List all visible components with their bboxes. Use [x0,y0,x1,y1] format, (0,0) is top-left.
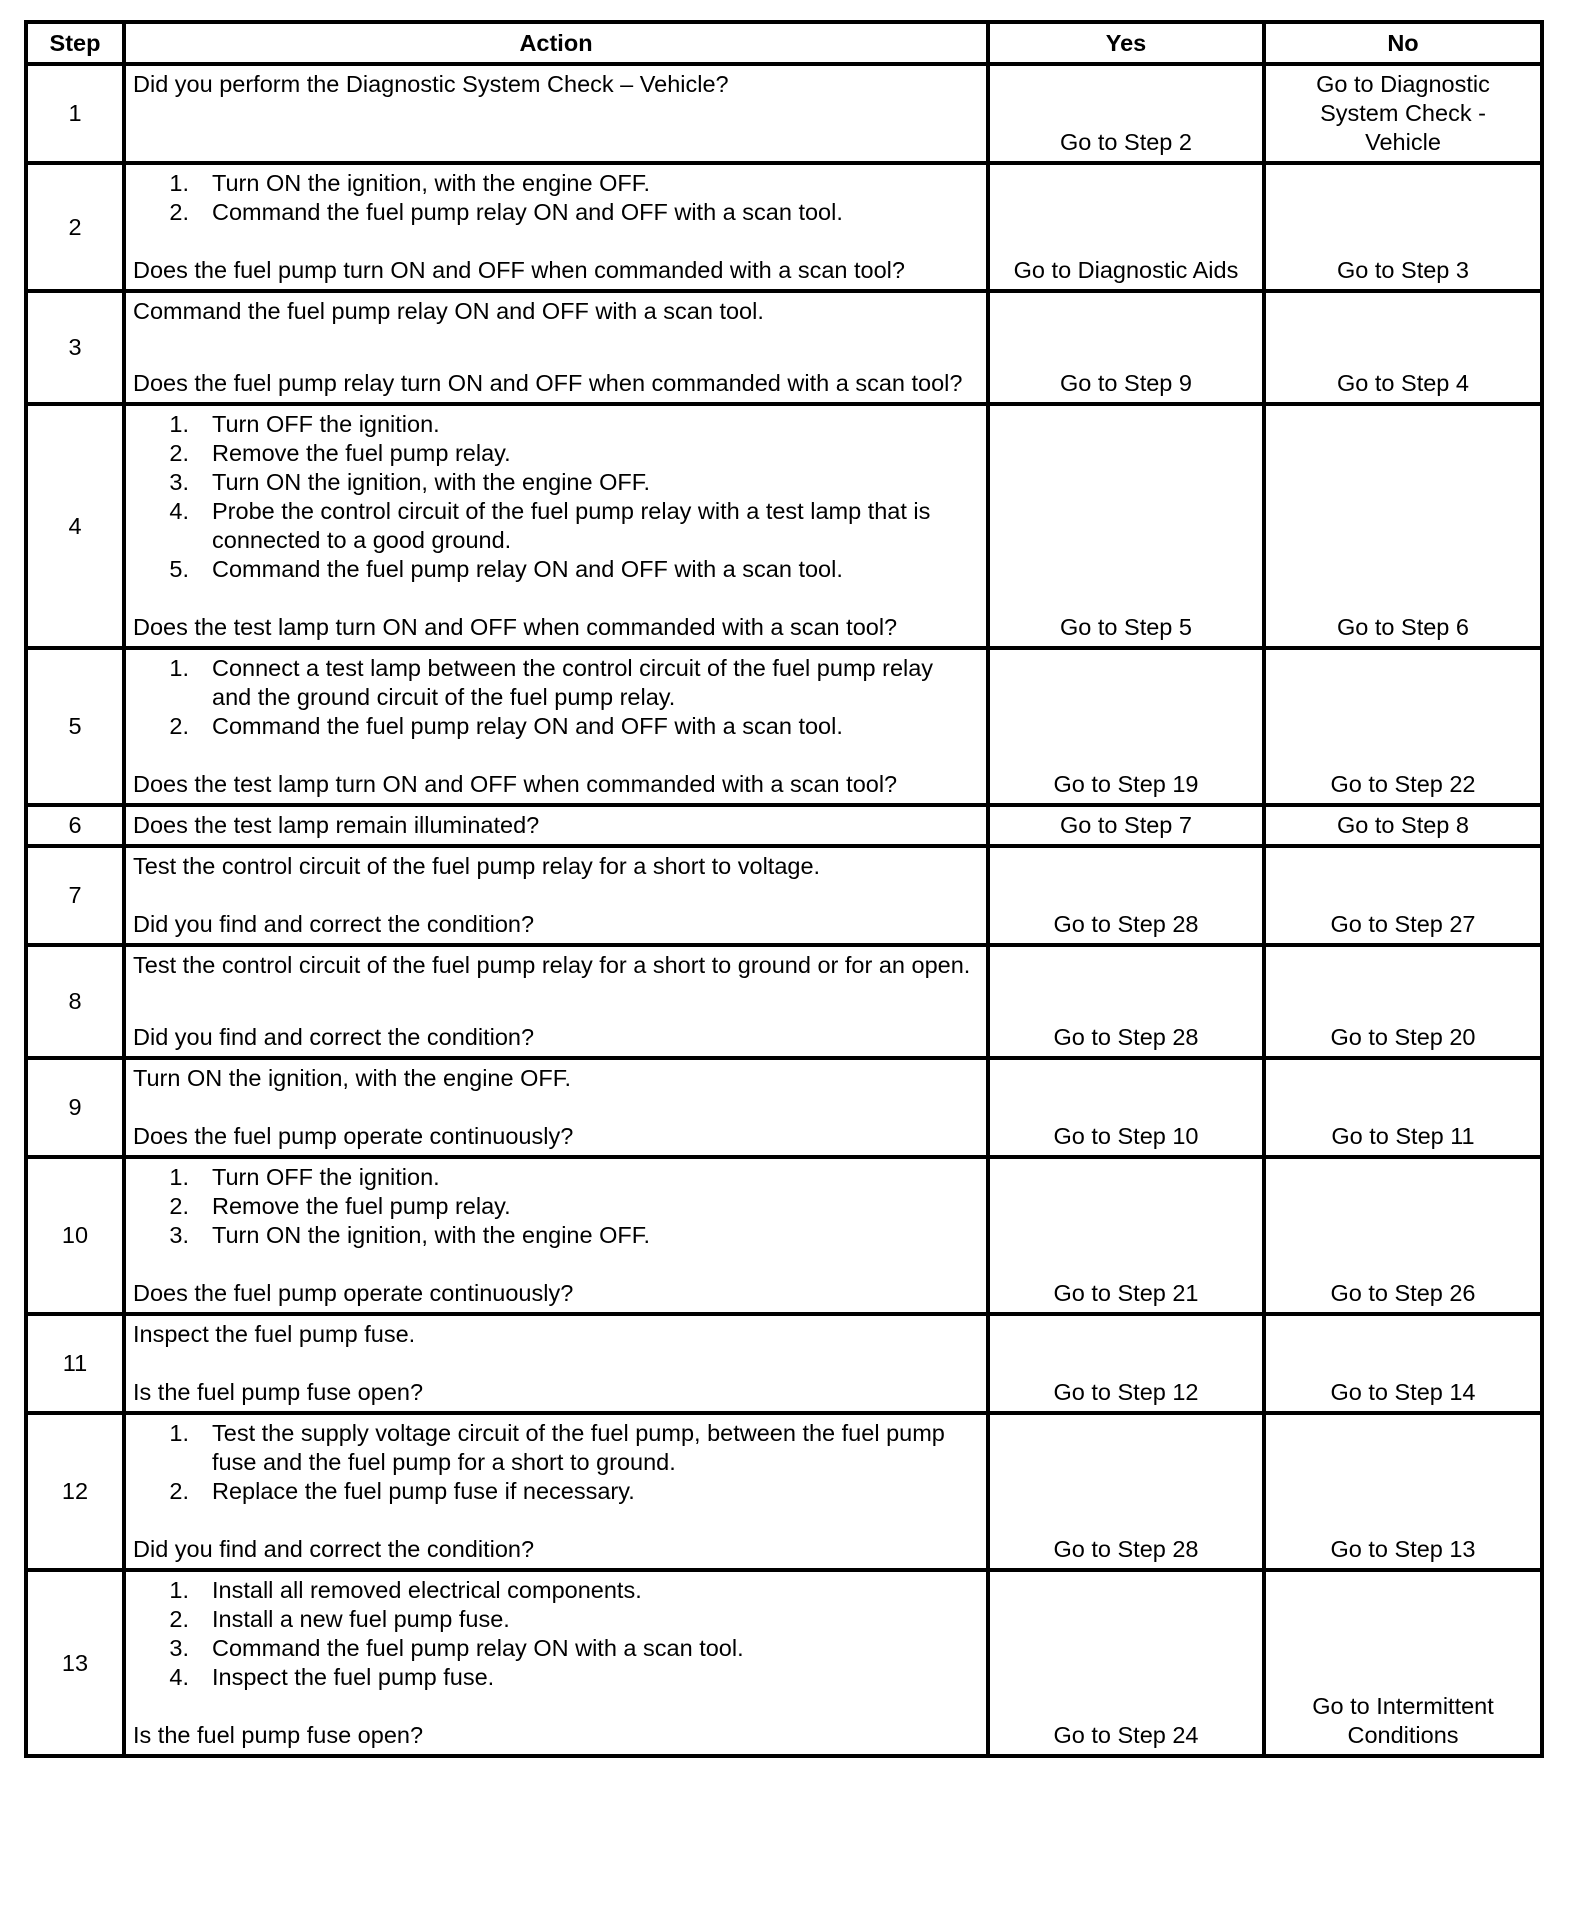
action-cell [124,1314,988,1413]
action-steps-list [133,654,978,741]
no-result: Go to Step 26 [1264,1157,1542,1314]
action-cell [124,291,988,404]
list-item-number: 5. [169,556,189,582]
no-result: Go to Diagnostic System Check - Vehicle [1264,64,1542,163]
list-item-number: 4. [169,498,189,524]
list-item-text: Connect a test lamp between the control circuit of the fuel pump relay and the ground circuit of the fuel pump relay. [212,655,934,710]
list-item-text: Turn OFF the ignition. [212,1164,440,1190]
list-item [133,468,978,497]
list-item [133,1576,978,1605]
action-steps-list [133,1163,978,1250]
list-item [133,1605,978,1634]
no-result: Go to Step 22 [1264,648,1542,805]
action-cell [124,805,988,846]
no-result: Go to Step 14 [1264,1314,1542,1413]
list-item-number: 2. [169,440,189,466]
list-item-text: Command the fuel pump relay ON and OFF with a scan tool. [212,199,843,225]
action-cell [124,1157,988,1314]
no-result: Go to Step 11 [1264,1058,1542,1157]
action-steps-list [133,1419,978,1506]
action-cell [124,64,988,163]
action-text: Inspect the fuel pump fuse. [133,1321,416,1347]
list-item-text: Command the fuel pump relay ON and OFF with a scan tool. [212,713,843,739]
list-item-number: 1. [169,1577,189,1603]
header-row [26,22,1542,64]
list-item-number: 3. [169,1635,189,1661]
no-result: Go to Step 4 [1264,291,1542,404]
list-item-text: Install all removed electrical components. [212,1577,642,1603]
step-number: 7 [26,846,124,945]
yes-result: Go to Step 12 [988,1314,1264,1413]
action-cell [124,163,988,291]
list-item-text: Command the fuel pump relay ON and OFF with a scan tool. [212,556,843,582]
no-result: Go to Step 13 [1264,1413,1542,1570]
action-cell [124,404,988,648]
table-row [26,291,1542,404]
step-number: 1 [26,64,124,163]
list-item-number: 2. [169,1478,189,1504]
step-number: 2 [26,163,124,291]
list-item-text: Remove the fuel pump relay. [212,440,511,466]
yes-result: Go to Step 28 [988,945,1264,1058]
list-item [133,1163,978,1192]
action-cell [124,1570,988,1756]
step-number: 10 [26,1157,124,1314]
list-item-text: Turn ON the ignition, with the engine OFF. [212,1222,651,1248]
step-number: 12 [26,1413,124,1570]
list-item-number: 2. [169,199,189,225]
table-row [26,846,1542,945]
list-item [133,439,978,468]
step-number: 13 [26,1570,124,1756]
no-result: Go to Step 3 [1264,163,1542,291]
action-cell [124,1058,988,1157]
action-cell [124,846,988,945]
list-item-number: 2. [169,1193,189,1219]
table-row [26,1413,1542,1570]
list-item-number: 1. [169,170,189,196]
table-row [26,1570,1542,1756]
list-item-text: Install a new fuel pump fuse. [212,1606,510,1632]
list-item-text: Command the fuel pump relay ON with a scan tool. [212,1635,744,1661]
action-cell [124,648,988,805]
step-number: 3 [26,291,124,404]
step-number: 8 [26,945,124,1058]
header-yes: Yes [988,22,1264,64]
list-item-text: Turn OFF the ignition. [212,411,440,437]
action-steps-list [133,1576,978,1692]
action-question: Does the test lamp turn ON and OFF when commanded with a scan tool? [133,614,898,640]
table-row [26,163,1542,291]
list-item [133,410,978,439]
action-cell [124,1413,988,1570]
action-text: Did you perform the Diagnostic System Check – Vehicle? [133,71,729,97]
yes-result: Go to Step 2 [988,64,1264,163]
header-step: Step [26,22,124,64]
step-number: 4 [26,404,124,648]
table-row [26,805,1542,846]
list-item-text: Turn ON the ignition, with the engine OFF. [212,170,651,196]
list-item-number: 1. [169,1420,189,1446]
action-steps-list [133,410,978,584]
yes-result: Go to Step 28 [988,1413,1264,1570]
action-steps-list [133,169,978,227]
list-item [133,712,978,741]
table-row [26,1157,1542,1314]
list-item [133,1634,978,1663]
action-question: Does the fuel pump operate continuously? [133,1280,574,1306]
list-item-number: 1. [169,411,189,437]
list-item [133,1192,978,1221]
table-row [26,64,1542,163]
list-item-text: Inspect the fuel pump fuse. [212,1664,495,1690]
list-item-number: 1. [169,655,189,681]
list-item [133,1477,978,1506]
list-item [133,1419,978,1477]
header-no: No [1264,22,1542,64]
table-row [26,404,1542,648]
action-text: Turn ON the ignition, with the engine OFF. [133,1065,572,1091]
list-item [133,169,978,198]
table-row [26,648,1542,805]
table-row [26,945,1542,1058]
list-item [133,1663,978,1692]
action-text: Test the control circuit of the fuel pump relay for a short to ground or for an open. [133,952,971,978]
list-item [133,555,978,584]
step-number: 9 [26,1058,124,1157]
list-item-number: 3. [169,469,189,495]
action-text: Does the test lamp remain illuminated? [133,812,540,838]
yes-result: Go to Step 9 [988,291,1264,404]
list-item-text: Remove the fuel pump relay. [212,1193,511,1219]
yes-result: Go to Step 21 [988,1157,1264,1314]
yes-result: Go to Diagnostic Aids [988,163,1264,291]
table-body [26,64,1542,1756]
yes-result: Go to Step 24 [988,1570,1264,1756]
list-item-number: 2. [169,1606,189,1632]
header-action: Action [124,22,988,64]
no-result: Go to Step 6 [1264,404,1542,648]
action-cell [124,945,988,1058]
list-item-text: Replace the fuel pump fuse if necessary. [212,1478,635,1504]
no-result: Go to Step 8 [1264,805,1542,846]
diagnostic-table [24,20,1544,1758]
action-question: Did you find and correct the condition? [133,911,535,937]
yes-result: Go to Step 7 [988,805,1264,846]
action-question: Does the fuel pump operate continuously? [133,1123,574,1149]
list-item [133,198,978,227]
no-result: Go to Intermittent Conditions [1264,1570,1542,1756]
action-text: Test the control circuit of the fuel pump relay for a short to voltage. [133,853,821,879]
list-item [133,1221,978,1250]
no-result: Go to Step 20 [1264,945,1542,1058]
list-item-text: Turn ON the ignition, with the engine OFF. [212,469,651,495]
list-item-number: 1. [169,1164,189,1190]
step-number: 6 [26,805,124,846]
action-question: Did you find and correct the condition? [133,1536,535,1562]
yes-result: Go to Step 5 [988,404,1264,648]
list-item-text: Test the supply voltage circuit of the fuel pump, between the fuel pump fuse and the fuel pump for a short to ground. [212,1420,945,1475]
action-question: Does the fuel pump relay turn ON and OFF when commanded with a scan tool? [133,370,963,396]
list-item-text: Probe the control circuit of the fuel pump relay with a test lamp that is connected to a good ground. [212,498,931,553]
action-text: Command the fuel pump relay ON and OFF with a scan tool. [133,298,764,324]
table-row [26,1058,1542,1157]
action-question: Is the fuel pump fuse open? [133,1722,424,1748]
step-number: 11 [26,1314,124,1413]
step-number: 5 [26,648,124,805]
yes-result: Go to Step 19 [988,648,1264,805]
yes-result: Go to Step 28 [988,846,1264,945]
list-item [133,654,978,712]
yes-result: Go to Step 10 [988,1058,1264,1157]
no-result: Go to Step 27 [1264,846,1542,945]
action-question: Is the fuel pump fuse open? [133,1379,424,1405]
action-question: Does the test lamp turn ON and OFF when commanded with a scan tool? [133,771,898,797]
list-item-number: 3. [169,1222,189,1248]
list-item-number: 2. [169,713,189,739]
action-question: Did you find and correct the condition? [133,1024,535,1050]
list-item [133,497,978,555]
table-row [26,1314,1542,1413]
list-item-number: 4. [169,1664,189,1690]
action-question: Does the fuel pump turn ON and OFF when commanded with a scan tool? [133,257,905,283]
